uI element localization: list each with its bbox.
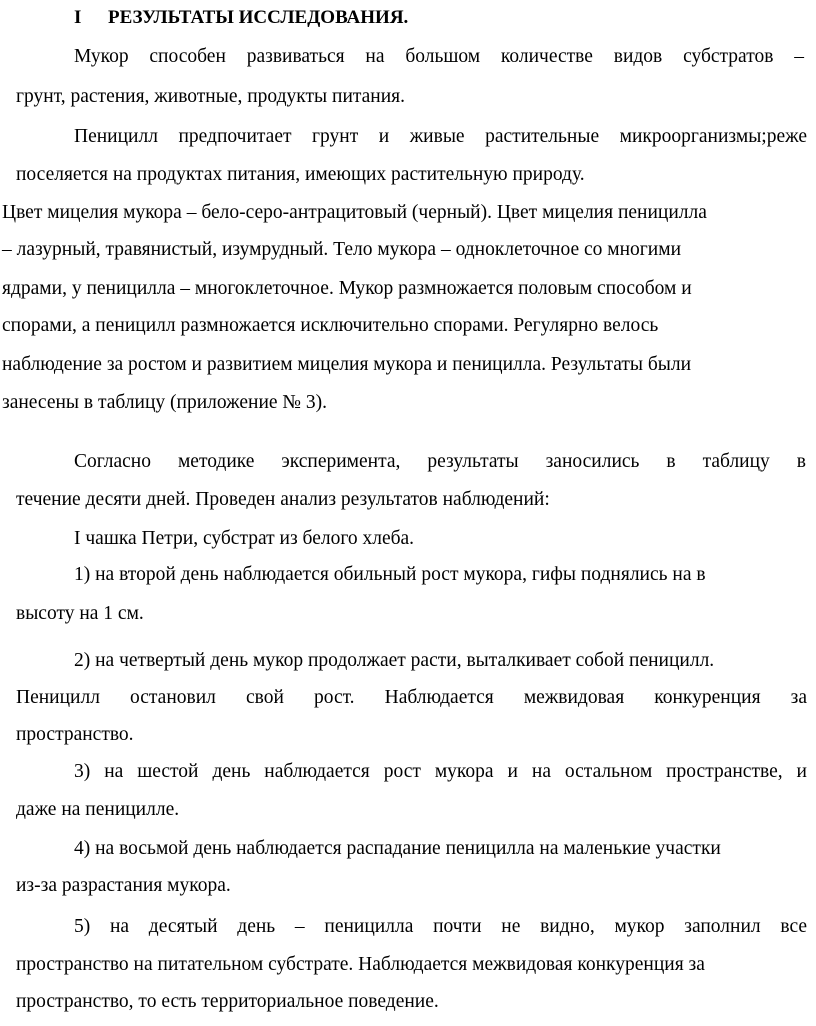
list-item-4-line-2: из-за разрастания мукора. [16, 875, 231, 896]
paragraph-3-line-4: спорами, а пеницилл размножается исключительно спорами. Регулярно велось [2, 315, 659, 336]
list-item-2-line-2: Пеницилл остановил свой рост. Наблюдается межвидовая конкуренция за [16, 687, 807, 708]
paragraph-3-line-1: Цвет мицелия мукора – бело-серо-антрацитовый (черный). Цвет мицелия пеницилла [2, 202, 707, 223]
section-number: I [74, 7, 82, 28]
list-item-5-line-1: 5) на десятый день – пеницилла почти не видно, мукор заполнил все [74, 916, 807, 937]
list-item-1-line-2: высоту на 1 см. [16, 603, 144, 624]
paragraph-5-line-1: I чашка Петри, субстрат из белого хлеба. [74, 528, 415, 549]
paragraph-2-line-2: поселяется на продуктах питания, имеющих растительную природу. [16, 164, 585, 185]
paragraph-4-line-1: Согласно методике эксперимента, результаты заносились в таблицу в [74, 451, 806, 472]
paragraph-3-line-3: ядрами, у пеницилла – многоклеточное. Мукор размножается половым способом и [2, 278, 692, 299]
paragraph-1-line-2: грунт, растения, животные, продукты питания. [16, 86, 406, 107]
list-item-2-line-3: пространство. [16, 724, 134, 745]
paragraph-3-line-5: наблюдение за ростом и развитием мицелия мукора и пеницилла. Результаты были [2, 354, 692, 375]
paragraph-1-line-1: Мукор способен развиваться на большом количестве видов субстратов – [74, 46, 804, 67]
list-item-2-line-1: 2) на четвертый день мукор продолжает расти, выталкивает собой пеницилл. [74, 650, 715, 671]
paragraph-3-line-2: – лазурный, травянистый, изумрудный. Тело мукора – одноклеточное со многими [2, 239, 682, 260]
list-item-1-line-1: 1) на второй день наблюдается обильный рост мукора, гифы поднялись на в [74, 564, 706, 585]
list-item-3-line-1: 3) на шестой день наблюдается рост мукора и на остальном пространстве, и [74, 761, 807, 782]
list-item-3-line-2: даже на пеницилле. [16, 799, 180, 820]
paragraph-2-line-1: Пеницилл предпочитает грунт и живые растительные микроорганизмы;реже [74, 126, 807, 147]
paragraph-3-line-6: занесены в таблицу (приложение № 3). [2, 392, 328, 413]
list-item-4-line-1: 4) на восьмой день наблюдается распадание пеницилла на маленькие участки [74, 838, 721, 859]
list-item-5-line-2: пространство на питательном субстрате. Наблюдается межвидовая конкуренция за [16, 954, 705, 975]
section-heading [74, 6, 408, 30]
section-title: РЕЗУЛЬТАТЫ ИССЛЕДОВАНИЯ. [108, 7, 409, 28]
paragraph-4-line-2: течение десяти дней. Проведен анализ результатов наблюдений: [16, 489, 550, 510]
list-item-5-line-3: пространство, то есть территориальное поведение. [16, 991, 439, 1012]
